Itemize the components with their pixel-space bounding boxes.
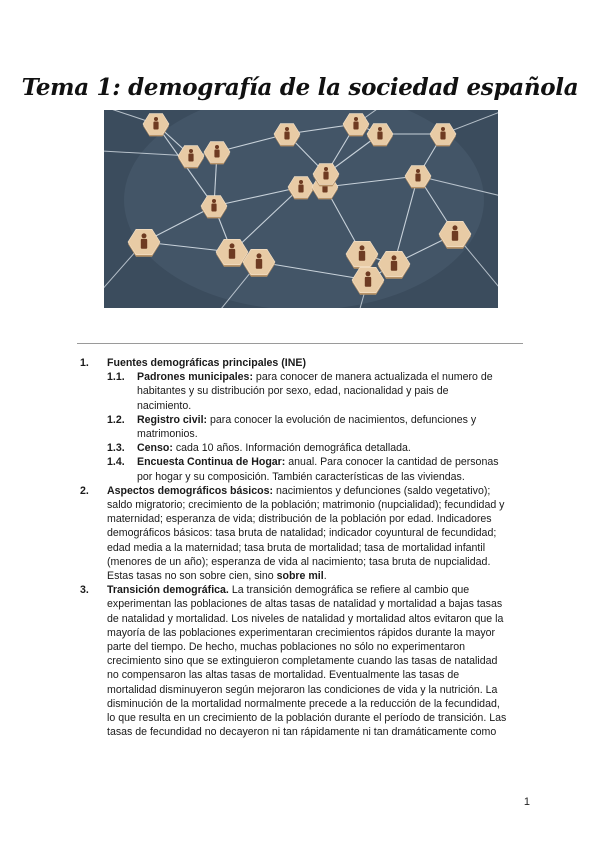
section-heading: Aspectos demográficos básicos: — [107, 484, 274, 497]
person-icon — [441, 127, 445, 131]
subsection-1-1 — [77, 370, 523, 413]
person-icon — [299, 180, 303, 184]
paragraph-line: (menores de un año); esperanza de vida al nacimiento; tasa bruta de nupcialidad. — [107, 555, 491, 568]
subsection-term: Padrones municipales: — [137, 371, 253, 384]
people-network-image — [104, 110, 498, 308]
paragraph-line: saldo migratorio; crecimiento de la población; matrimonio (nupcialidad); fecundidad y — [107, 499, 505, 512]
section-number: 1. — [80, 357, 89, 369]
page-number: 1 — [523, 796, 530, 808]
section-heading: Fuentes demográficas principales (INE) — [107, 357, 306, 369]
paragraph-line: parte del tiempo. De hecho, muchas poblaciones no sólo no experimentaron — [107, 641, 466, 654]
subsection-term: Encuesta Continua de Hogar: — [137, 456, 286, 469]
person-icon — [366, 271, 371, 276]
paragraph-line: La transición demográfica se refiere al cambio que — [228, 584, 470, 597]
person-icon — [324, 167, 328, 171]
person-icon — [353, 122, 358, 130]
person-icon — [189, 149, 193, 153]
subsection-text: para conocer de manera actualizada el numero de — [252, 371, 493, 384]
person-icon — [323, 172, 328, 180]
person-icon — [257, 253, 262, 258]
paragraph-line: no compensaron las altas tasas de mortalidad. Eventualmente las tasas de — [107, 669, 460, 682]
paragraph-line: experimentan las poblaciones de altas tasas de natalidad y mortalidad a bajas tasas — [107, 598, 503, 611]
subsection-text: para conocer la evolución de nacimientos, defunciones y — [207, 413, 477, 426]
paragraph-line: crecimiento sino que se extinguieron completamente cuando las tasas de natalidad — [107, 655, 498, 668]
section-divider — [77, 343, 523, 344]
paragraph-line: mayoría de las poblaciones experimentaran crecimientos rápidos durante la mayor — [107, 626, 496, 639]
subsection-text: cada 10 años. Información demográfica detallada. — [172, 442, 411, 455]
person-icon — [214, 150, 219, 158]
person-icon — [415, 174, 420, 182]
section-3 — [77, 583, 523, 739]
paragraph-line: edad media a la maternidad; tasa bruta de mortalidad; tasa de mortalidad infantil — [107, 541, 486, 554]
person-icon — [392, 255, 397, 260]
network-illustration — [104, 110, 498, 308]
paragraph-line: demográficos básicos: tasa bruta de natalidad; indicador coyuntural de fecundidad; — [107, 527, 497, 540]
person-icon — [256, 259, 262, 269]
person-icon — [230, 243, 235, 248]
person-icon — [359, 251, 365, 261]
section-1 — [77, 356, 523, 370]
paragraph-line: Estas tasas no son sobre cien, sino — [107, 570, 277, 583]
subsection-text: habitantes y su distribución por sexo, edad, nacionalidad y pais de — [137, 385, 449, 398]
subsection-number: 1.4. — [107, 456, 125, 469]
person-icon — [285, 127, 289, 131]
person-icon — [354, 117, 358, 121]
subsection-1-3 — [77, 441, 523, 455]
person-icon — [298, 185, 303, 193]
section-2 — [77, 484, 523, 583]
person-icon — [416, 169, 420, 173]
person-icon — [284, 132, 289, 140]
subsection-term: Registro civil: — [137, 413, 208, 426]
person-icon — [142, 233, 147, 238]
paragraph-line: . — [323, 570, 327, 583]
subsection-1-4 — [77, 455, 523, 483]
person-icon — [440, 132, 445, 140]
person-icon — [212, 199, 216, 203]
light-glow — [124, 110, 484, 308]
document-body — [77, 356, 523, 739]
subsection-text: matrimonios. — [137, 428, 198, 441]
page-title: Tema 1: demografía de la sociedad española — [21, 74, 579, 101]
person-icon — [154, 117, 158, 121]
subsection-1-2 — [77, 413, 523, 441]
paragraph-line: nacimientos y defunciones (saldo vegetativo); — [273, 484, 491, 497]
section-number: 3. — [80, 584, 89, 597]
paragraph-line: mortalidad disminuyeron según mejoraron las condiciones de vida y la nutrición. La — [107, 683, 498, 696]
person-icon — [378, 127, 382, 131]
person-icon — [453, 225, 458, 230]
paragraph-line: maternidad; esperanza de vida; distribución de la población por edad. Indicadores — [107, 513, 492, 526]
section-number: 2. — [80, 484, 89, 497]
section-heading: Transición demográfica. — [107, 584, 229, 597]
paragraph-line: disminución de la mortalidad normalmente precede a la reducción de la fecundidad, — [107, 697, 500, 710]
person-icon — [229, 249, 235, 259]
person-icon — [360, 245, 365, 250]
person-icon — [377, 132, 382, 140]
paragraph-line: de natalidad y mortalidad. Los niveles de natalidad y mortalidad altos evitaron que la — [107, 612, 504, 625]
person-icon — [215, 145, 219, 149]
paragraph-line: lo que resulta en un crecimiento de la población durante el período de transición. Las — [107, 712, 507, 725]
subsection-text: por hogar y su composición. También características de las viviendas. — [137, 470, 465, 483]
subsection-number: 1.2. — [107, 413, 125, 426]
subsection-number: 1.1. — [107, 371, 125, 384]
subsection-number: 1.3. — [107, 442, 125, 455]
person-icon — [452, 231, 458, 241]
subsection-term: Censo: — [137, 442, 173, 455]
person-icon — [211, 204, 216, 212]
subsection-text: anual. Para conocer la cantidad de personas — [285, 456, 499, 469]
person-icon — [153, 122, 158, 130]
person-icon — [391, 261, 397, 271]
person-icon — [141, 239, 147, 249]
person-icon — [365, 277, 371, 287]
emphasis-text: sobre mil — [276, 570, 324, 583]
subsection-text: nacimiento. — [137, 399, 192, 412]
person-icon — [188, 154, 193, 162]
paragraph-line: tasas de fecundidad no decayeron ni tan rápidamente ni tan dramáticamente como — [107, 726, 497, 739]
